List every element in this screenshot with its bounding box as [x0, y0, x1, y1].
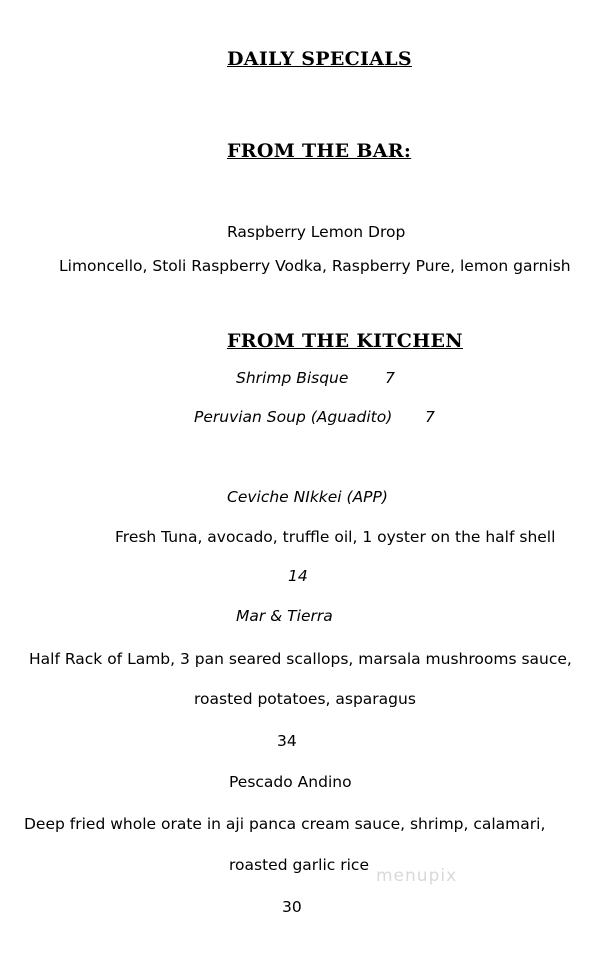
soup2-price: 7 [425, 408, 435, 426]
mar-tierra-price: 34 [277, 732, 297, 750]
ceviche-price: 14 [288, 567, 308, 585]
page-title: DAILY SPECIALS [227, 48, 412, 70]
mar-tierra-description-2: roasted potatoes, asparagus [194, 690, 416, 708]
mar-tierra-name: Mar & Tierra [236, 607, 333, 625]
pescado-description-2: roasted garlic rice [229, 856, 369, 874]
ceviche-name: Ceviche NIkkei (APP) [227, 488, 388, 506]
drink-name: Raspberry Lemon Drop [227, 223, 406, 241]
soup2-name: Peruvian Soup (Aguadito) [194, 408, 393, 426]
drink-description: Limoncello, Stoli Raspberry Vodka, Raspberry Pure, lemon garnish [59, 257, 571, 275]
pescado-price: 30 [282, 898, 302, 916]
pescado-name: Pescado Andino [229, 773, 352, 791]
soup1-name: Shrimp Bisque [236, 369, 349, 387]
ceviche-description: Fresh Tuna, avocado, truffle oil, 1 oyster on the half shell [115, 528, 556, 546]
kitchen-heading: FROM THE KITCHEN [227, 330, 463, 352]
watermark: menupix [376, 866, 458, 886]
bar-heading: FROM THE BAR: [227, 140, 412, 162]
soup1-price: 7 [385, 369, 395, 387]
pescado-description-1: Deep fried whole orate in aji panca cream sauce, shrimp, calamari, [24, 815, 546, 833]
mar-tierra-description-1: Half Rack of Lamb, 3 pan seared scallops, marsala mushrooms sauce, [29, 650, 572, 668]
